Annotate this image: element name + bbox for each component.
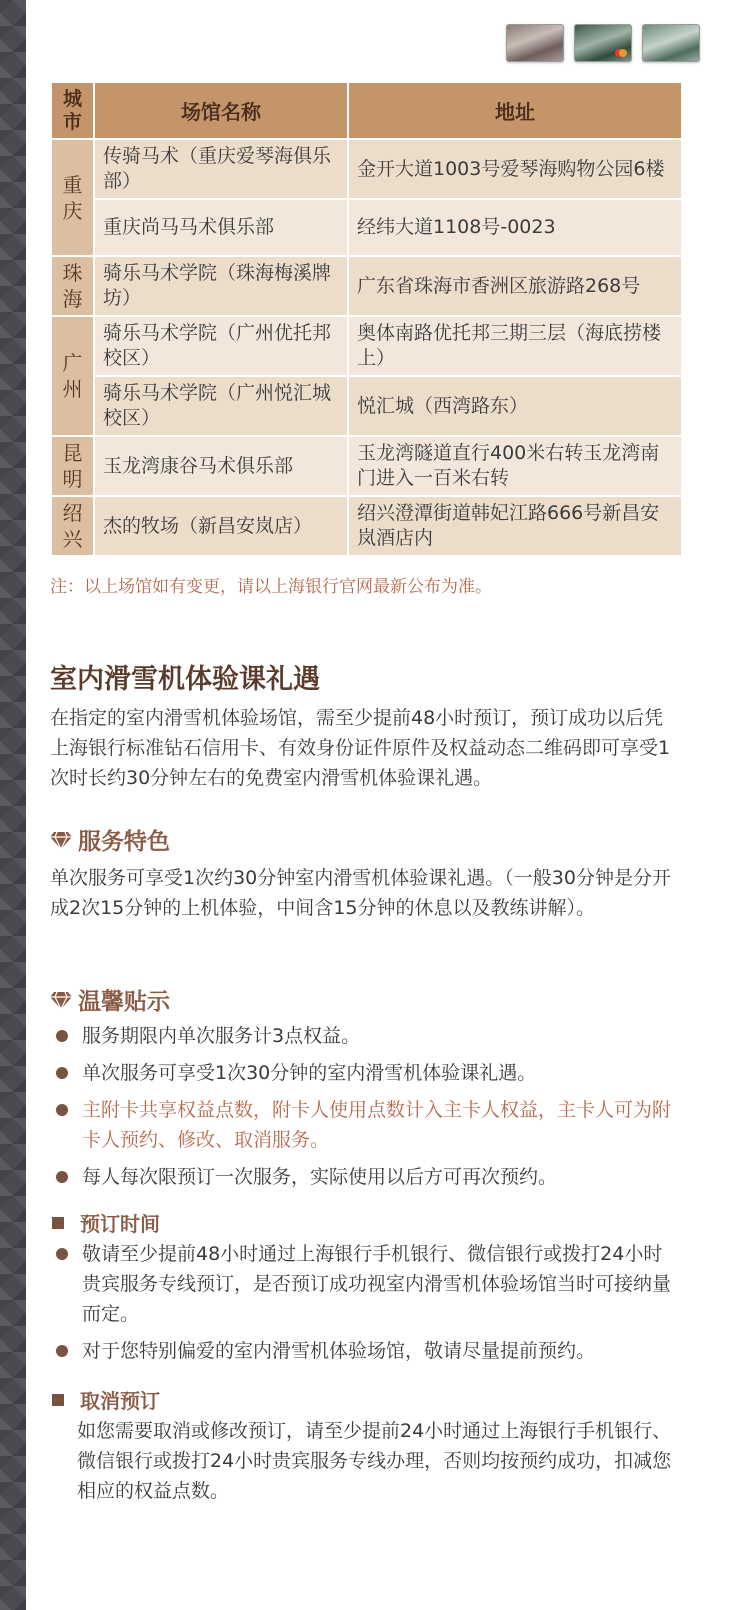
list-item	[50, 1336, 681, 1366]
diamond-icon	[50, 830, 72, 850]
bullet-dot-icon	[56, 1030, 68, 1042]
list-item-text: 主附卡共享权益点数，附卡人使用点数计入主卡人权益，主卡人可为附卡人预约、修改、取消服务。	[82, 1099, 672, 1151]
table-row	[51, 376, 682, 436]
bullet-dot-icon	[56, 1248, 68, 1260]
mastercard-logo-icon	[615, 49, 627, 57]
table-row	[51, 139, 682, 199]
venue-table	[50, 81, 683, 557]
venue-name-cell: 骑乐马术学院（广州悦汇城校区）	[94, 376, 348, 436]
features-heading-label: 服务特色	[78, 829, 170, 855]
address-cell: 绍兴澄潭街道韩妃江路666号新昌安岚酒店内	[348, 496, 682, 556]
booking-heading	[52, 1208, 160, 1237]
list-item-text: 敬请至少提前48小时通过上海银行手机银行、微信银行或拨打24小时贵宾服务专线预订，是否预订成功视室内滑雪机体验场馆当时可接纳量而定。	[82, 1243, 672, 1325]
square-bullet-icon	[52, 1217, 64, 1229]
venue-name-cell: 玉龙湾康谷马术俱乐部	[94, 436, 348, 496]
bullet-dot-icon	[56, 1345, 68, 1357]
venue-name-cell: 杰的牧场（新昌安岚店）	[94, 496, 348, 556]
header-venue-name: 场馆名称	[94, 82, 348, 139]
list-item	[50, 1162, 681, 1192]
city-cell: 广州	[51, 316, 94, 436]
venue-change-note: 注：以上场馆如有变更，请以上海银行官网最新公布为准。	[50, 577, 492, 597]
venue-name-cell: 骑乐马术学院（广州优托邦校区）	[94, 316, 348, 376]
header-address: 地址	[348, 82, 682, 139]
city-cell: 重庆	[51, 139, 94, 256]
address-cell: 悦汇城（西湾路东）	[348, 376, 682, 436]
address-cell: 金开大道1003号爱琴海购物公园6楼	[348, 139, 682, 199]
bullet-dot-icon	[56, 1067, 68, 1079]
diamond-icon	[50, 990, 72, 1010]
address-cell: 玉龙湾隧道直行400米右转玉龙湾南门进入一百米右转	[348, 436, 682, 496]
city-cell: 绍兴	[51, 496, 94, 556]
list-item	[50, 1058, 681, 1088]
list-item	[50, 1021, 681, 1051]
list-item-text: 服务期限内单次服务计3点权益。	[82, 1025, 361, 1047]
venue-name-cell: 传骑马术（重庆爱琴海俱乐部）	[94, 139, 348, 199]
features-heading	[50, 823, 170, 856]
square-bullet-icon	[52, 1394, 64, 1406]
list-item-text: 对于您特别偏爱的室内滑雪机体验场馆，敬请尽量提前预约。	[82, 1340, 596, 1362]
cancel-heading	[52, 1385, 160, 1414]
tips-heading	[50, 983, 170, 1016]
credit-card-image-2	[574, 24, 632, 62]
features-paragraph: 单次服务可享受1次约30分钟室内滑雪机体验课礼遇。（一般30分钟是分开成2次15分钟的上机体验，中间含15分钟的休息以及教练讲解）。	[50, 867, 671, 919]
venue-name-cell: 骑乐马术学院（珠海梅溪牌坊）	[94, 256, 348, 316]
booking-list	[50, 1239, 681, 1373]
table-header-row	[51, 82, 682, 139]
address-cell: 奥体南路优托邦三期三层（海底捞楼上）	[348, 316, 682, 376]
bullet-dot-icon	[56, 1171, 68, 1183]
tips-heading-label: 温馨贴示	[78, 989, 170, 1015]
booking-heading-label: 预订时间	[80, 1212, 160, 1236]
list-item-text: 单次服务可享受1次30分钟的室内滑雪机体验课礼遇。	[82, 1062, 537, 1084]
address-cell: 广东省珠海市香洲区旅游路268号	[348, 256, 682, 316]
list-item-highlighted	[50, 1095, 681, 1155]
tips-list	[50, 1021, 681, 1199]
table-row	[51, 496, 682, 556]
credit-card-image-1	[506, 24, 564, 62]
list-item-text: 每人每次限预订一次服务，实际使用以后方可再次预约。	[82, 1166, 558, 1188]
cancel-paragraph: 如您需要取消或修改预订，请至少提前24小时通过上海银行手机银行、微信银行或拨打24小时贵宾服务专线办理，否则均按预约成功，扣减您相应的权益点数。	[77, 1420, 672, 1502]
section-title: 室内滑雪机体验课礼遇	[50, 664, 320, 695]
city-cell: 珠海	[51, 256, 94, 316]
table-row	[51, 199, 682, 256]
bullet-dot-icon	[56, 1104, 68, 1116]
card-images	[506, 24, 700, 62]
venue-name-cell: 重庆尚马马术俱乐部	[94, 199, 348, 256]
address-cell: 经纬大道1108号-0023	[348, 199, 682, 256]
intro-paragraph: 在指定的室内滑雪机体验场馆，需至少提前48小时预订，预订成功以后凭上海银行标准钻石信用卡、有效身份证件原件及权益动态二维码即可享受1次时长约30分钟左右的免费室内滑雪机体验课礼遇。	[50, 707, 671, 789]
table-row	[51, 436, 682, 496]
decorative-side-strip	[0, 0, 26, 1610]
list-item	[50, 1239, 681, 1329]
credit-card-image-3	[642, 24, 700, 62]
table-row	[51, 256, 682, 316]
table-row	[51, 316, 682, 376]
city-cell: 昆明	[51, 436, 94, 496]
header-city: 城市	[51, 82, 94, 139]
cancel-heading-label: 取消预订	[80, 1389, 160, 1413]
